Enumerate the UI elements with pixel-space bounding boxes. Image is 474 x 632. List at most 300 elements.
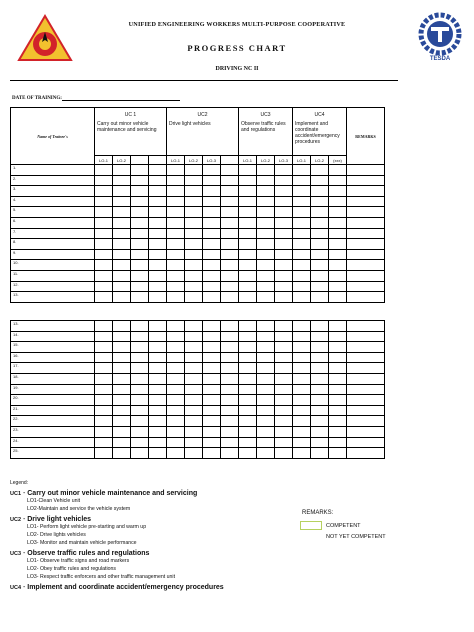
lo-cell[interactable] [293, 437, 311, 448]
lo-cell[interactable] [221, 405, 239, 416]
lo-cell[interactable] [275, 165, 293, 176]
lo-cell[interactable] [149, 448, 167, 459]
remarks-cell[interactable] [347, 448, 385, 459]
lo-cell[interactable] [113, 249, 131, 260]
trainee-name-cell[interactable]: 10. [11, 260, 95, 271]
remarks-cell[interactable] [347, 342, 385, 353]
lo-cell[interactable] [95, 416, 113, 427]
lo-cell[interactable] [293, 281, 311, 292]
lo-cell[interactable] [167, 165, 185, 176]
lo-cell[interactable] [275, 196, 293, 207]
lo-cell[interactable] [203, 228, 221, 239]
lo-cell[interactable] [221, 249, 239, 260]
lo-cell[interactable] [95, 405, 113, 416]
lo-cell[interactable] [293, 363, 311, 374]
lo-cell[interactable] [221, 228, 239, 239]
lo-cell[interactable] [167, 260, 185, 271]
lo-cell[interactable] [257, 395, 275, 406]
lo-cell[interactable] [113, 165, 131, 176]
lo-cell[interactable] [131, 395, 149, 406]
trainee-name-cell[interactable]: 5. [11, 207, 95, 218]
lo-cell[interactable] [113, 416, 131, 427]
lo-cell[interactable] [257, 416, 275, 427]
trainee-name-cell[interactable]: 18. [11, 373, 95, 384]
remarks-cell[interactable] [347, 395, 385, 406]
lo-cell[interactable] [221, 217, 239, 228]
lo-cell[interactable] [167, 249, 185, 260]
lo-cell[interactable] [311, 405, 329, 416]
lo-cell[interactable] [311, 281, 329, 292]
lo-cell[interactable] [203, 260, 221, 271]
lo-cell[interactable] [167, 270, 185, 281]
lo-cell[interactable] [239, 239, 257, 250]
remarks-cell[interactable] [347, 331, 385, 342]
lo-cell[interactable] [275, 228, 293, 239]
lo-cell[interactable] [293, 426, 311, 437]
lo-cell[interactable] [185, 249, 203, 260]
lo-cell[interactable] [293, 448, 311, 459]
lo-cell[interactable] [131, 186, 149, 197]
trainee-name-cell[interactable]: 1. [11, 165, 95, 176]
lo-cell[interactable] [293, 352, 311, 363]
remarks-cell[interactable] [347, 405, 385, 416]
remarks-cell[interactable] [347, 373, 385, 384]
lo-cell[interactable] [167, 384, 185, 395]
remarks-cell[interactable] [347, 270, 385, 281]
lo-cell[interactable] [329, 331, 347, 342]
lo-cell[interactable] [329, 363, 347, 374]
lo-cell[interactable] [257, 207, 275, 218]
lo-cell[interactable] [203, 363, 221, 374]
trainee-name-cell[interactable]: 15. [11, 342, 95, 353]
lo-cell[interactable] [221, 352, 239, 363]
lo-cell[interactable] [131, 239, 149, 250]
lo-cell[interactable] [329, 395, 347, 406]
lo-cell[interactable] [149, 281, 167, 292]
trainee-name-cell[interactable]: 9. [11, 249, 95, 260]
lo-cell[interactable] [221, 395, 239, 406]
lo-cell[interactable] [203, 437, 221, 448]
lo-cell[interactable] [239, 260, 257, 271]
lo-cell[interactable] [95, 342, 113, 353]
lo-cell[interactable] [95, 384, 113, 395]
lo-cell[interactable] [203, 342, 221, 353]
lo-cell[interactable] [185, 363, 203, 374]
lo-cell[interactable] [185, 175, 203, 186]
lo-cell[interactable] [167, 448, 185, 459]
lo-cell[interactable] [95, 228, 113, 239]
lo-cell[interactable] [275, 395, 293, 406]
lo-cell[interactable] [185, 331, 203, 342]
lo-cell[interactable] [275, 292, 293, 303]
lo-cell[interactable] [113, 292, 131, 303]
lo-cell[interactable] [239, 405, 257, 416]
lo-cell[interactable] [167, 426, 185, 437]
lo-cell[interactable] [167, 321, 185, 332]
lo-cell[interactable] [113, 321, 131, 332]
lo-cell[interactable] [203, 426, 221, 437]
trainee-name-cell[interactable]: 4. [11, 196, 95, 207]
lo-cell[interactable] [203, 448, 221, 459]
lo-cell[interactable] [149, 260, 167, 271]
lo-cell[interactable] [239, 175, 257, 186]
lo-cell[interactable] [221, 373, 239, 384]
lo-cell[interactable] [275, 217, 293, 228]
lo-cell[interactable] [203, 292, 221, 303]
lo-cell[interactable] [113, 331, 131, 342]
lo-cell[interactable] [275, 437, 293, 448]
lo-cell[interactable] [167, 342, 185, 353]
lo-cell[interactable] [203, 196, 221, 207]
lo-cell[interactable] [329, 437, 347, 448]
lo-cell[interactable] [329, 175, 347, 186]
trainee-name-cell[interactable]: 3. [11, 186, 95, 197]
lo-cell[interactable] [113, 373, 131, 384]
lo-cell[interactable] [203, 384, 221, 395]
lo-cell[interactable] [113, 448, 131, 459]
lo-cell[interactable] [131, 448, 149, 459]
lo-cell[interactable] [293, 373, 311, 384]
lo-cell[interactable] [221, 175, 239, 186]
lo-cell[interactable] [275, 207, 293, 218]
lo-cell[interactable] [131, 363, 149, 374]
lo-cell[interactable] [131, 228, 149, 239]
lo-cell[interactable] [131, 217, 149, 228]
lo-cell[interactable] [185, 321, 203, 332]
lo-cell[interactable] [257, 331, 275, 342]
lo-cell[interactable] [203, 249, 221, 260]
lo-cell[interactable] [257, 352, 275, 363]
lo-cell[interactable] [185, 207, 203, 218]
trainee-name-cell[interactable]: 11. [11, 270, 95, 281]
lo-cell[interactable] [239, 281, 257, 292]
lo-cell[interactable] [275, 281, 293, 292]
lo-cell[interactable] [311, 384, 329, 395]
lo-cell[interactable] [275, 373, 293, 384]
lo-cell[interactable] [95, 448, 113, 459]
trainee-name-cell[interactable]: 20. [11, 395, 95, 406]
lo-cell[interactable] [275, 331, 293, 342]
lo-cell[interactable] [149, 363, 167, 374]
lo-cell[interactable] [239, 363, 257, 374]
lo-cell[interactable] [185, 196, 203, 207]
lo-cell[interactable] [185, 448, 203, 459]
lo-cell[interactable] [95, 437, 113, 448]
lo-cell[interactable] [131, 342, 149, 353]
lo-cell[interactable] [203, 175, 221, 186]
lo-cell[interactable] [149, 384, 167, 395]
lo-cell[interactable] [239, 321, 257, 332]
lo-cell[interactable] [149, 342, 167, 353]
lo-cell[interactable] [293, 395, 311, 406]
lo-cell[interactable] [239, 426, 257, 437]
lo-cell[interactable] [257, 228, 275, 239]
lo-cell[interactable] [203, 217, 221, 228]
lo-cell[interactable] [221, 281, 239, 292]
lo-cell[interactable] [149, 207, 167, 218]
lo-cell[interactable] [257, 260, 275, 271]
lo-cell[interactable] [131, 270, 149, 281]
lo-cell[interactable] [239, 384, 257, 395]
lo-cell[interactable] [221, 196, 239, 207]
lo-cell[interactable] [203, 186, 221, 197]
lo-cell[interactable] [185, 395, 203, 406]
lo-cell[interactable] [131, 207, 149, 218]
lo-cell[interactable] [311, 270, 329, 281]
trainee-name-cell[interactable]: 13. [11, 292, 95, 303]
lo-cell[interactable] [203, 239, 221, 250]
lo-cell[interactable] [185, 292, 203, 303]
trainee-name-cell[interactable]: 25. [11, 448, 95, 459]
lo-cell[interactable] [95, 331, 113, 342]
lo-cell[interactable] [275, 321, 293, 332]
lo-cell[interactable] [95, 321, 113, 332]
lo-cell[interactable] [113, 395, 131, 406]
lo-cell[interactable] [311, 207, 329, 218]
lo-cell[interactable] [167, 437, 185, 448]
lo-cell[interactable] [257, 437, 275, 448]
lo-cell[interactable] [275, 352, 293, 363]
lo-cell[interactable] [275, 175, 293, 186]
lo-cell[interactable] [293, 207, 311, 218]
lo-cell[interactable] [221, 239, 239, 250]
lo-cell[interactable] [131, 416, 149, 427]
lo-cell[interactable] [329, 373, 347, 384]
lo-cell[interactable] [311, 331, 329, 342]
lo-cell[interactable] [257, 281, 275, 292]
trainee-name-cell[interactable]: 7. [11, 228, 95, 239]
lo-cell[interactable] [311, 342, 329, 353]
lo-cell[interactable] [113, 405, 131, 416]
remarks-cell[interactable] [347, 281, 385, 292]
lo-cell[interactable] [149, 165, 167, 176]
trainee-name-cell[interactable]: 17. [11, 363, 95, 374]
lo-cell[interactable] [221, 448, 239, 459]
lo-cell[interactable] [167, 196, 185, 207]
lo-cell[interactable] [275, 239, 293, 250]
lo-cell[interactable] [293, 217, 311, 228]
remarks-cell[interactable] [347, 426, 385, 437]
lo-cell[interactable] [113, 437, 131, 448]
lo-cell[interactable] [167, 352, 185, 363]
lo-cell[interactable] [203, 373, 221, 384]
lo-cell[interactable] [221, 260, 239, 271]
lo-cell[interactable] [311, 395, 329, 406]
lo-cell[interactable] [149, 331, 167, 342]
lo-cell[interactable] [167, 207, 185, 218]
remarks-cell[interactable] [347, 207, 385, 218]
competent-swatch[interactable] [300, 521, 322, 530]
lo-cell[interactable] [167, 281, 185, 292]
lo-cell[interactable] [311, 448, 329, 459]
lo-cell[interactable] [257, 249, 275, 260]
lo-cell[interactable] [203, 395, 221, 406]
lo-cell[interactable] [311, 260, 329, 271]
lo-cell[interactable] [329, 405, 347, 416]
lo-cell[interactable] [275, 342, 293, 353]
lo-cell[interactable] [293, 405, 311, 416]
lo-cell[interactable] [113, 363, 131, 374]
lo-cell[interactable] [185, 342, 203, 353]
lo-cell[interactable] [329, 260, 347, 271]
lo-cell[interactable] [293, 331, 311, 342]
lo-cell[interactable] [185, 270, 203, 281]
lo-cell[interactable] [221, 342, 239, 353]
lo-cell[interactable] [113, 175, 131, 186]
lo-cell[interactable] [221, 186, 239, 197]
lo-cell[interactable] [113, 342, 131, 353]
lo-cell[interactable] [239, 207, 257, 218]
lo-cell[interactable] [167, 363, 185, 374]
lo-cell[interactable] [113, 426, 131, 437]
lo-cell[interactable] [311, 292, 329, 303]
remarks-cell[interactable] [347, 321, 385, 332]
lo-cell[interactable] [275, 384, 293, 395]
lo-cell[interactable] [167, 395, 185, 406]
lo-cell[interactable] [311, 321, 329, 332]
lo-cell[interactable] [203, 207, 221, 218]
lo-cell[interactable] [311, 165, 329, 176]
lo-cell[interactable] [149, 426, 167, 437]
lo-cell[interactable] [293, 260, 311, 271]
lo-cell[interactable] [293, 384, 311, 395]
lo-cell[interactable] [257, 373, 275, 384]
lo-cell[interactable] [131, 260, 149, 271]
lo-cell[interactable] [329, 321, 347, 332]
lo-cell[interactable] [257, 426, 275, 437]
remarks-cell[interactable] [347, 384, 385, 395]
lo-cell[interactable] [149, 416, 167, 427]
lo-cell[interactable] [131, 249, 149, 260]
lo-cell[interactable] [95, 373, 113, 384]
remarks-cell[interactable] [347, 186, 385, 197]
lo-cell[interactable] [167, 405, 185, 416]
lo-cell[interactable] [149, 175, 167, 186]
lo-cell[interactable] [167, 228, 185, 239]
lo-cell[interactable] [113, 270, 131, 281]
lo-cell[interactable] [95, 426, 113, 437]
trainee-name-cell[interactable]: 22. [11, 416, 95, 427]
lo-cell[interactable] [293, 228, 311, 239]
lo-cell[interactable] [131, 426, 149, 437]
lo-cell[interactable] [257, 321, 275, 332]
lo-cell[interactable] [239, 228, 257, 239]
lo-cell[interactable] [311, 373, 329, 384]
lo-cell[interactable] [185, 239, 203, 250]
lo-cell[interactable] [239, 292, 257, 303]
lo-cell[interactable] [293, 249, 311, 260]
lo-cell[interactable] [275, 405, 293, 416]
remarks-cell[interactable] [347, 228, 385, 239]
lo-cell[interactable] [221, 207, 239, 218]
lo-cell[interactable] [311, 363, 329, 374]
lo-cell[interactable] [95, 175, 113, 186]
lo-cell[interactable] [257, 292, 275, 303]
lo-cell[interactable] [131, 384, 149, 395]
lo-cell[interactable] [293, 186, 311, 197]
lo-cell[interactable] [131, 405, 149, 416]
lo-cell[interactable] [257, 175, 275, 186]
lo-cell[interactable] [113, 260, 131, 271]
lo-cell[interactable] [95, 165, 113, 176]
lo-cell[interactable] [329, 448, 347, 459]
lo-cell[interactable] [239, 373, 257, 384]
lo-cell[interactable] [221, 165, 239, 176]
lo-cell[interactable] [239, 416, 257, 427]
remarks-cell[interactable] [347, 175, 385, 186]
lo-cell[interactable] [185, 217, 203, 228]
lo-cell[interactable] [95, 207, 113, 218]
lo-cell[interactable] [95, 196, 113, 207]
lo-cell[interactable] [203, 331, 221, 342]
lo-cell[interactable] [113, 207, 131, 218]
lo-cell[interactable] [167, 175, 185, 186]
lo-cell[interactable] [311, 186, 329, 197]
lo-cell[interactable] [185, 260, 203, 271]
lo-cell[interactable] [257, 196, 275, 207]
trainee-name-cell[interactable]: 14. [11, 331, 95, 342]
trainee-name-cell[interactable]: 12. [11, 281, 95, 292]
lo-cell[interactable] [257, 186, 275, 197]
remarks-cell[interactable] [347, 165, 385, 176]
lo-cell[interactable] [239, 270, 257, 281]
lo-cell[interactable] [221, 437, 239, 448]
lo-cell[interactable] [203, 165, 221, 176]
lo-cell[interactable] [293, 292, 311, 303]
lo-cell[interactable] [275, 416, 293, 427]
lo-cell[interactable] [329, 342, 347, 353]
lo-cell[interactable] [311, 249, 329, 260]
lo-cell[interactable] [167, 186, 185, 197]
lo-cell[interactable] [167, 217, 185, 228]
lo-cell[interactable] [257, 405, 275, 416]
lo-cell[interactable] [185, 352, 203, 363]
lo-cell[interactable] [149, 437, 167, 448]
lo-cell[interactable] [149, 352, 167, 363]
lo-cell[interactable] [329, 416, 347, 427]
lo-cell[interactable] [131, 352, 149, 363]
lo-cell[interactable] [257, 239, 275, 250]
lo-cell[interactable] [311, 228, 329, 239]
lo-cell[interactable] [293, 239, 311, 250]
lo-cell[interactable] [257, 448, 275, 459]
lo-cell[interactable] [293, 416, 311, 427]
remarks-cell[interactable] [347, 363, 385, 374]
lo-cell[interactable] [95, 395, 113, 406]
lo-cell[interactable] [329, 239, 347, 250]
lo-cell[interactable] [131, 165, 149, 176]
lo-cell[interactable] [275, 270, 293, 281]
lo-cell[interactable] [203, 321, 221, 332]
lo-cell[interactable] [149, 217, 167, 228]
lo-cell[interactable] [167, 292, 185, 303]
lo-cell[interactable] [239, 196, 257, 207]
lo-cell[interactable] [131, 175, 149, 186]
trainee-name-cell[interactable]: 13. [11, 321, 95, 332]
lo-cell[interactable] [203, 352, 221, 363]
lo-cell[interactable] [185, 437, 203, 448]
lo-cell[interactable] [257, 384, 275, 395]
trainee-name-cell[interactable]: 21. [11, 405, 95, 416]
lo-cell[interactable] [131, 196, 149, 207]
lo-cell[interactable] [329, 165, 347, 176]
lo-cell[interactable] [113, 217, 131, 228]
lo-cell[interactable] [185, 373, 203, 384]
lo-cell[interactable] [221, 416, 239, 427]
remarks-cell[interactable] [347, 239, 385, 250]
lo-cell[interactable] [167, 416, 185, 427]
lo-cell[interactable] [167, 373, 185, 384]
